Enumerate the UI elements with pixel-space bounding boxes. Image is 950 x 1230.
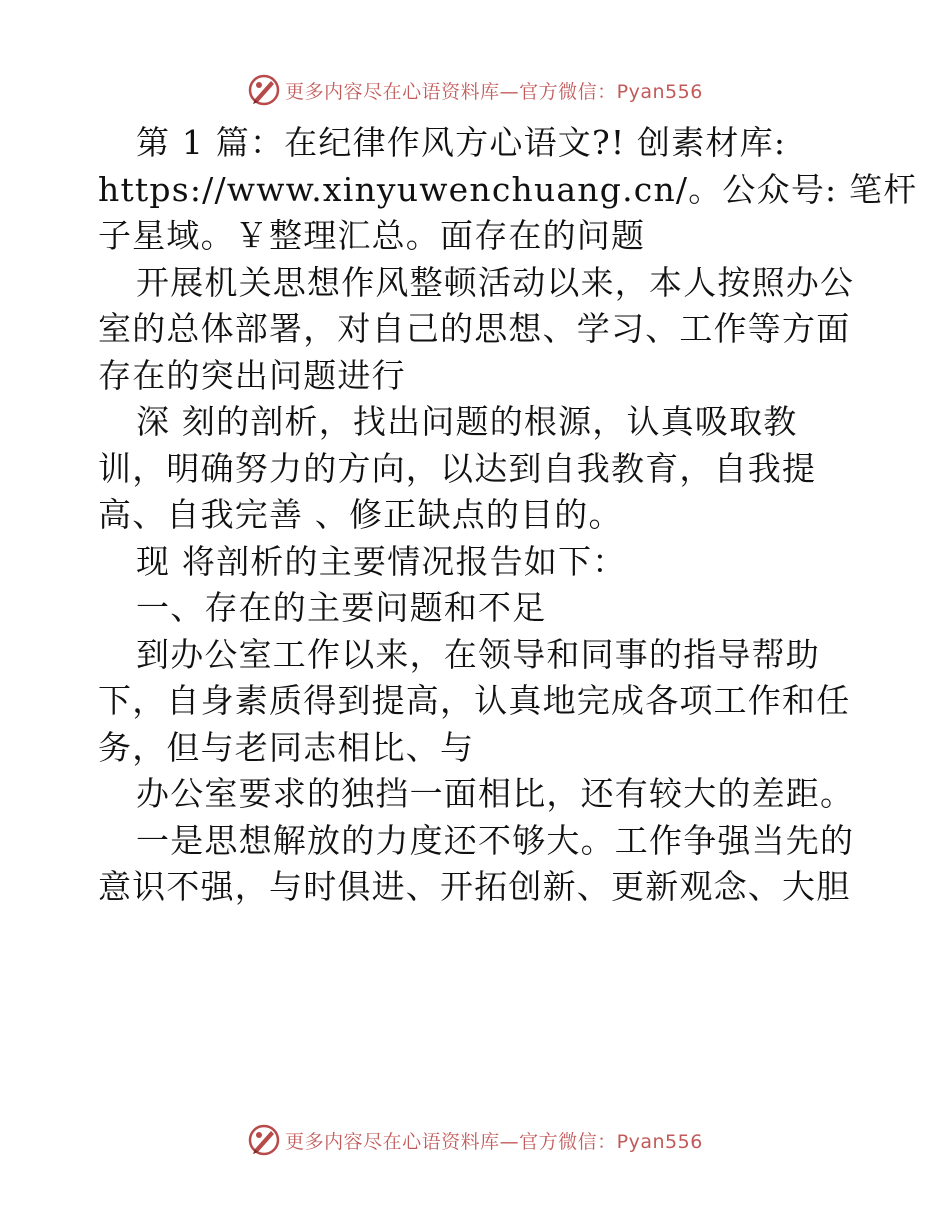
text-line: 一是思想解放的力度还不够大。工作争强当先的	[136, 820, 855, 860]
text-line: 下，自身素质得到提高，认真地完成各项工作和任	[98, 681, 851, 720]
section-heading: 一、存在的主要问题和不足	[136, 588, 547, 627]
text-line: 到办公室工作以来，在领导和同事的指导帮助	[136, 634, 820, 674]
text-line: 深 刻的剖析，找出问题的根源，认真吸取教	[136, 402, 798, 441]
text-line: 子星域。￥整理汇总。面存在的问题	[98, 216, 646, 255]
footer-banner	[0, 1120, 950, 1160]
text-line: 训，明确努力的方向，以达到自我教育，自我提	[98, 448, 817, 488]
text-line: 第 1 篇：在纪律作风方心语文?! 创素材库:	[136, 123, 787, 162]
banner-text: 更多内容尽在心语资料库—官方微信：Pyan556	[285, 80, 703, 103]
text-line: https://www.xinyuwenchuang.cn/。公众号: 笔杆	[98, 169, 918, 209]
text-line: 室的总体部署，对自己的思想、学习、工作等方面	[98, 309, 851, 348]
document-body	[98, 120, 918, 911]
text-line: 存在的突出问题进行	[98, 355, 406, 395]
text-line: 高、自我完善 、修正缺点的目的。	[98, 495, 623, 534]
header-banner	[0, 70, 950, 110]
text-line: 办公室要求的独挡一面相比，还有较大的差距。	[136, 774, 855, 813]
text-line: 务，但与老同志相比、与	[98, 727, 475, 767]
banner-text: 更多内容尽在心语资料库—官方微信：Pyan556	[285, 1130, 703, 1153]
pen-logo-icon	[247, 73, 281, 107]
text-line: 开展机关思想作风整顿活动以来，本人按照办公	[136, 262, 855, 302]
text-line: 现 将剖析的主要情况报告如下：	[136, 541, 627, 581]
text-line: 意识不强，与时俱进、开拓创新、更新观念、大胆	[98, 867, 851, 906]
pen-logo-icon	[247, 1123, 281, 1157]
